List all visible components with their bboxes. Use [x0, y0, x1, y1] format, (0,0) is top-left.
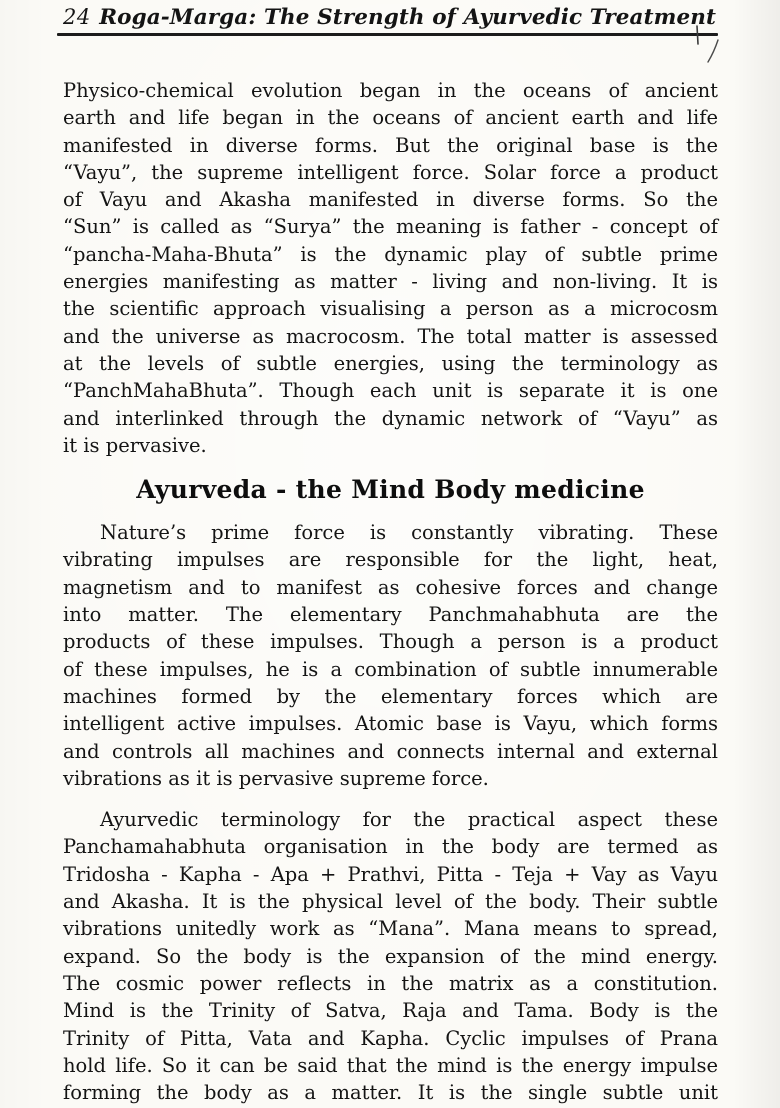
text-line: “Vayu”, the supreme intelligent force. Solar force a product [63, 160, 718, 184]
paragraph [63, 806, 718, 1106]
text-line: earth and life began in the oceans of ancient earth and life [63, 106, 718, 130]
text-line: and the universe as macrocosm. The total matter is assessed [63, 324, 718, 348]
text-line: into matter. The elementary Panchmahabhuta are the [63, 603, 718, 627]
text-line: vibrations unitedly work as “Mana”. Mana means to spread, [63, 917, 718, 941]
text-line: “pancha-Maha-Bhuta” is the dynamic play of subtle prime [63, 242, 718, 266]
text-line: of Vayu and Akasha manifested in diverse forms. So the [63, 188, 718, 212]
text-line: and Akasha. It is the physical level of the body. Their subtle [63, 890, 718, 914]
pen-mark-icon [670, 20, 730, 70]
text-line: expand. So the body is the expansion of the mind energy. [63, 944, 718, 968]
text-line: it is pervasive. [63, 433, 207, 457]
text-line: and interlinked through the dynamic network of “Vayu” as [63, 406, 718, 430]
page-number: 24 [63, 5, 91, 29]
text-line: Panchamahabhuta organisation in the body are termed as [63, 835, 718, 859]
header-rule [57, 33, 718, 36]
text-line: at the levels of subtle energies, using the terminology as [63, 351, 718, 375]
text-line: Ayurvedic terminology for the practical aspect these [100, 808, 718, 832]
text-line: of these impulses, he is a combination of subtle innumerable [63, 657, 718, 681]
text-line: Physico-chemical evolution began in the oceans of ancient [63, 79, 718, 102]
text-line: Nature’s prime force is constantly vibrating. These [100, 521, 718, 545]
text-line: The cosmic power reflects in the matrix as a constitution. [63, 971, 718, 995]
running-head [63, 5, 716, 30]
paragraph [63, 519, 718, 792]
text-line: products of these impulses. Though a person is a product [63, 630, 718, 654]
text-line: and controls all machines and connects internal and external [63, 739, 718, 763]
text-line: forming the body as a matter. It is the single subtle unit [63, 1081, 718, 1105]
text-line: Tridosha - Kapha - Apa + Prathvi, Pitta - Teja + Vay as Vayu [63, 862, 718, 886]
text-line: the scientific approach visualising a person as a microcosm [63, 297, 718, 321]
text-line: Trinity of Pitta, Vata and Kapha. Cyclic impulses of Prana [63, 1026, 718, 1050]
text-line: hold life. So it can be said that the mind is the energy impulse [63, 1053, 718, 1077]
text-line: “PanchMahaBhuta”. Though each unit is separate it is one [63, 379, 718, 403]
text-line: energies manifesting as matter - living and non-living. It is [63, 270, 718, 294]
section-heading: Ayurveda - the Mind Body medicine [136, 475, 645, 505]
page-body [63, 77, 718, 1106]
text-line: magnetism and to manifest as cohesive forces and change [63, 575, 718, 599]
running-title: Roga-Marga: The Strength of Ayurvedic Treatment [99, 5, 716, 30]
text-line: vibrating impulses are responsible for the light, heat, [63, 548, 718, 572]
text-line: vibrations as it is pervasive supreme force. [63, 766, 489, 790]
text-line: machines formed by the elementary forces which are [63, 684, 718, 708]
paragraph [63, 77, 718, 459]
text-line: intelligent active impulses. Atomic base is Vayu, which forms [63, 712, 718, 736]
text-line: manifested in diverse forms. But the original base is the [63, 133, 718, 157]
text-line: “Sun” is called as “Surya” the meaning is father - concept of [63, 215, 718, 239]
text-line: Mind is the Trinity of Satva, Raja and Tama. Body is the [63, 999, 718, 1023]
